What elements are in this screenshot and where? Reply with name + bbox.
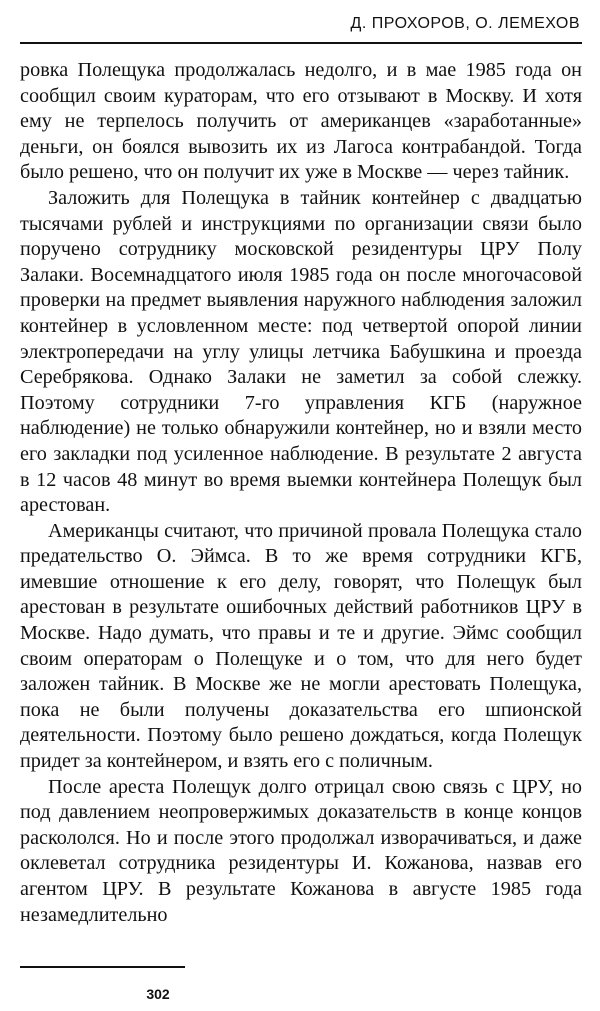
paragraph: Заложить для Полещука в тайник контейнер с двадцатью тысячами рублей и инструкциями по организации связи было поручено сотруднику московской резидентуры ЦРУ Полу Залаки. Восемнадцатого июля 1985 года он после многочасовой проверки на предмет выявления наружного наблюдения заложил контейнер в условленном месте: под четвертой опорой линии электропередачи на углу улицы летчика Бабушкина и проезда Серебрякова. Однако Залаки не заметил за собой слежку. Поэтому сотрудники 7-го управления КГБ (наружное наблюдение) не только обнаружили контейнер, но и взяли место его закладки под усиленное наблюдение. В результате 2 августа в 12 часов 48 минут во время выемки контейнера Полещук был арестован.	[20, 186, 582, 517]
page-number: 302	[146, 986, 170, 1002]
footer-rule	[20, 966, 185, 968]
body-text	[20, 58, 582, 928]
paragraph: После ареста Полещук долго отрицал свою связь с ЦРУ, но под давлением неопровержимых доказательств в конце концов раскололся. Но и после этого продолжал изворачиваться, и даже оклеветал сотрудника резидентуры И. Кожанова, назвав его агентом ЦРУ. В результате Кожанова в августе 1985 года незамедлительно	[20, 775, 582, 926]
header-rule	[20, 42, 582, 44]
running-head: Д. ПРОХОРОВ, О. ЛЕМЕХОВ	[350, 15, 580, 32]
paragraph-continuation: ровка Полещука продолжалась недолго, и в мае 1985 года он сообщил своим кураторам, что его отзывают в Москву. И хотя ему не терпелось получить от американцев «заработанные» деньги, он боялся вывозить их из Лагоса контрабандой. Тогда было решено, что он получит их уже в Москве — через тайник.	[20, 59, 582, 184]
paragraph: Американцы считают, что причиной провала Полещука стало предательство О. Эймса. В то же время сотрудники КГБ, имевшие отношение к его делу, говорят, что Полещук был арестован в результате ошибочных действий работников ЦРУ в Москве. Надо думать, что правы и те и другие. Эймс сообщил своим операторам о Полещуке и о том, что для него будет заложен тайник. В Москве же не могли арестовать Полещука, пока не были получены доказательства его шпионской деятельности. Поэтому было решено дождаться, когда Полещук придет за контейнером, и взять его с поличным.	[20, 519, 582, 773]
